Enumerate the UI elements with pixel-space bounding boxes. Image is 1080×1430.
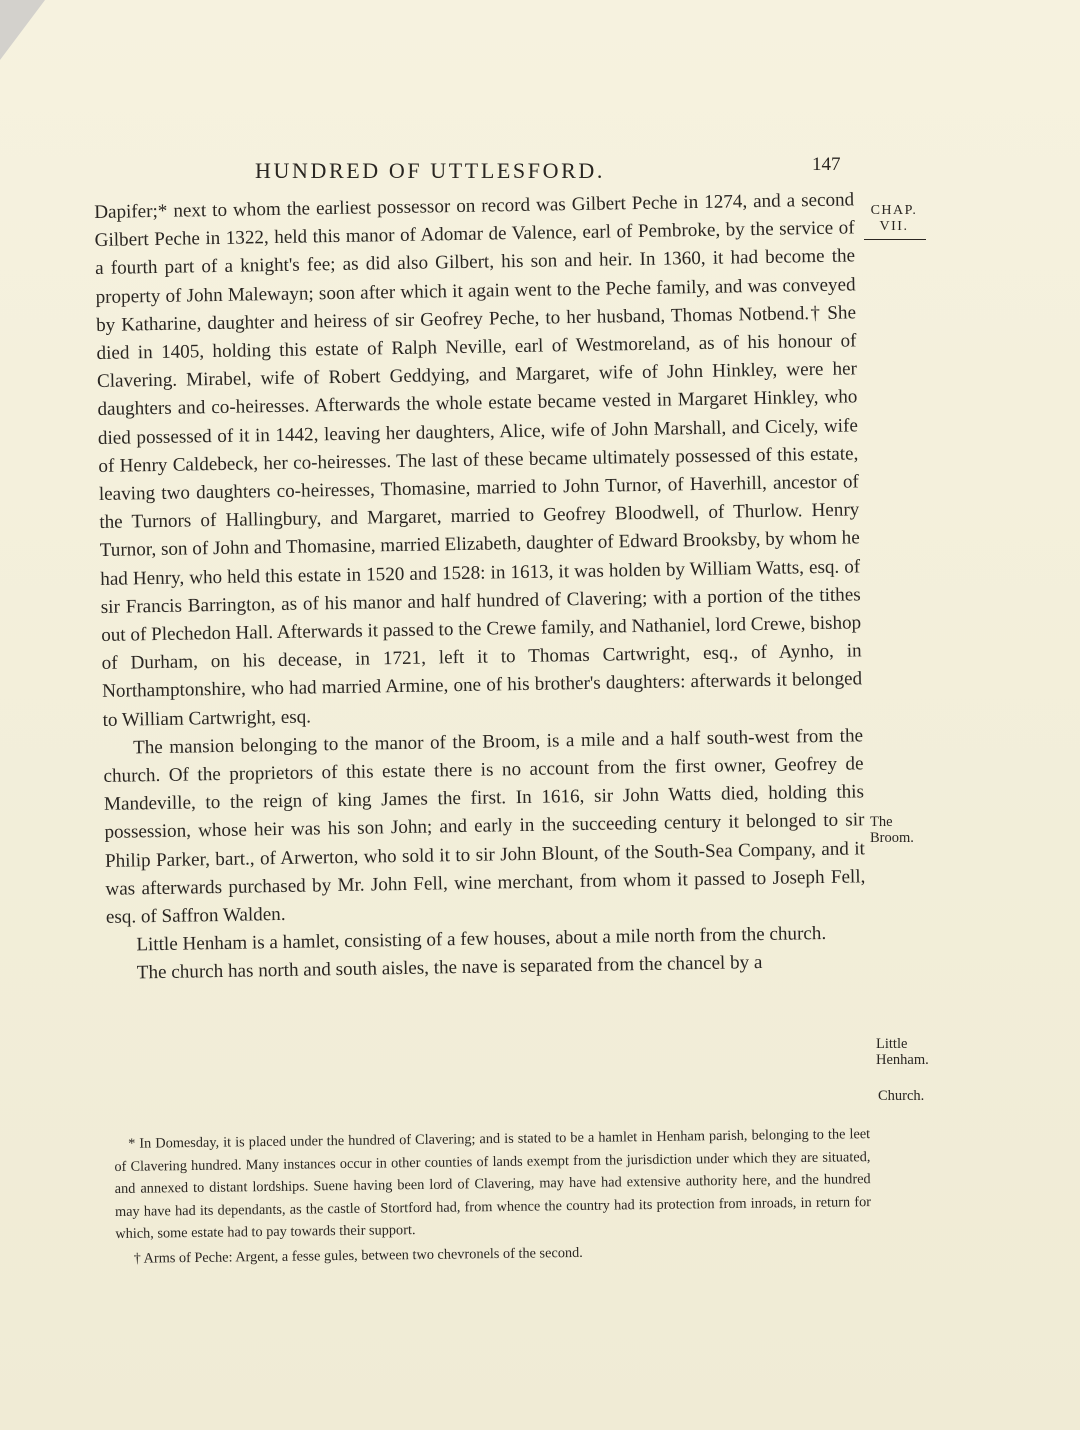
broom-note-line2: Broom. bbox=[870, 830, 914, 846]
paragraph-little-henham: Little Henham is a hamlet, consisting of a few houses, about a mile north from the church. bbox=[136, 923, 827, 956]
henham-note-line1: Little bbox=[876, 1036, 908, 1052]
page-number: 147 bbox=[812, 154, 841, 175]
paragraph-manor-history: Dapifer;* next to whom the earliest possessor on record was Gilbert Peche in 1274, and a second Gilbert Peche in 1322, held this manor of Adomar de Valence, earl of Pembroke, by the service of a fourth part of a knight's fee; as did also Gilbert, his son and heir. In 1360, it had become the property of John Malewayn; soon after which it again went to the Peche family, and was conveyed by Katharine, daughter and heiress of sir Geofrey Peche, to her husband, Thomas Notbend.† She died in 1405, holding this estate of Ralph Neville, earl of Westmoreland, as of his honour of Clavering. Mirabel, wife of Robert Geddying, and Margaret, wife of John Hinkley, were her daughters and co-heiresses. Afterwards the whole estate became vested in Margaret Hinkley, who died possessed of it in 1442, leaving her daughters, Alice, wife of John Marshall, and Cicely, wife of Henry Caldebeck, her co-heiresses. The last of these became ultimately possessed of this estate, leaving two daughters co-heiresses, Thomasine, married to John Turnor, of Haverhill, ancestor of the Turnors of Hallingbury, and Margaret, married to Geofrey Bloodwell, of Thurlow. Henry Turnor, son of John and Thomasine, married Elizabeth, daughter of Edward Brooksby, by whom he had Henry, who held this estate in 1520 and 1528: in 1613, it was holden by William Watts, esq. of sir Francis Barrington, as of his manor and half hundred of Clavering; with a portion of the tithes out of Plechedon Hall. Afterwards it passed to the Crewe family, and Nathaniel, lord Crewe, bishop of Durham, on his decease, in 1721, left it to Thomas Cartwright, esq., of Aynho, in Northamptonshire, who had married Armine, one of his brother's daughters: afterwards it belonged to William Cartwright, esq. bbox=[94, 189, 863, 731]
scan-corner-shadow bbox=[0, 0, 45, 60]
running-header: HUNDRED OF UTTLESFORD. bbox=[255, 158, 605, 183]
chapter-label: CHAP. bbox=[870, 203, 918, 218]
footnote-arms-of-peche: † Arms of Peche: Argent, a fesse gules, between two chevronels of the second. bbox=[133, 1244, 583, 1267]
footnotes bbox=[114, 1123, 872, 1270]
broom-note-line1: The bbox=[870, 814, 893, 830]
chapter-number: VII. bbox=[879, 219, 909, 234]
chapter-rule bbox=[864, 239, 926, 240]
paragraph-church: The church has north and south aisles, the nave is separated from the chancel by a bbox=[136, 952, 763, 984]
main-text bbox=[94, 186, 867, 988]
margin-note-little-henham bbox=[876, 1036, 956, 1068]
margin-note-church: Church. bbox=[878, 1088, 925, 1104]
margin-note-chapter bbox=[860, 203, 928, 240]
paragraph-broom: The mansion belonging to the manor of the Broom, is a mile and a half south-west from the church. Of the proprietors of this estate there is no account from the first owner, Geofrey de Mandeville, to the reign of king James the first. In 1616, sir John Watts died, holding this possession, whose heir was his son John; and early in the succeeding century it belonged to sir Philip Parker, bart., of Arwerton, who sold it to sir John Blount, of the South-Sea Company, and it was afterwards purchased by Mr. John Fell, wine merchant, from whom it passed to Joseph Fell, esq. of Saffron Walden. bbox=[103, 725, 866, 928]
henham-note-line2: Henham. bbox=[876, 1052, 929, 1068]
footnote-domesday: * In Domesday, it is placed under the hundred of Clavering; and is stated to be a hamlet in Henham parish, belonging to the leet of Clavering hundred. Many instances occur in other counties of lands exempt from the jurisdiction under which they are situated, and annexed to distant lordships. Suene having been lord of Clavering, may have had extensive authority here, and the hundred may have had its dependants, as the castle of Stortford had, from whence the country had its protection from inroads, in return for which, some estate had to pay towards their support. bbox=[114, 1126, 872, 1242]
margin-note-broom bbox=[870, 814, 940, 846]
